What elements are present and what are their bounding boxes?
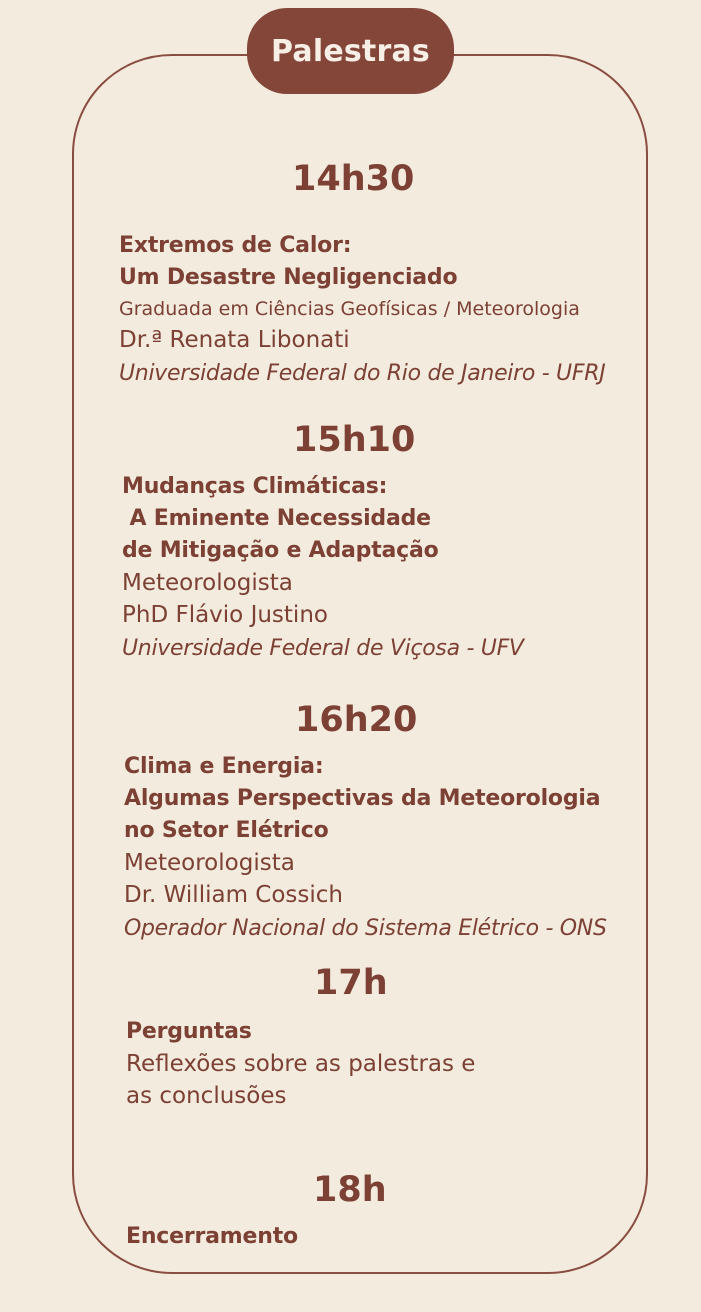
talk-time: 15h10 [293,420,416,460]
talk-item [124,751,607,945]
talk-title-line: A Eminente Necessidade [122,506,431,531]
speaker-name: PhD Flávio Justino [122,602,328,628]
talk-time: 17h [314,963,388,1003]
talk-title-line: Mudanças Climáticas: [122,474,388,499]
talk-title-line: Encerramento [126,1224,298,1249]
speaker-name: Dr.ª Renata Libonati [119,327,350,353]
speaker-institution: Universidade Federal do Rio de Janeiro - UFRJ [119,361,606,386]
talk-title-line: Um Desastre Negligenciado [119,265,458,290]
talk-item [119,230,605,390]
talk-title-line: Clima e Energia: [124,754,324,779]
section-title-badge [247,8,454,94]
talk-description-line: as conclusões [126,1083,287,1109]
talk-item [122,471,524,665]
talk-title-line: Extremos de Calor: [119,233,352,258]
talk-title-line: no Setor Elétrico [124,818,329,843]
talk-item [126,1016,475,1112]
talk-title-line: Algumas Perspectivas da Meteorologia [124,786,601,811]
speaker-role: Meteorologista [124,850,295,876]
talk-description-line: Reflexões sobre as palestras e [126,1051,476,1077]
talk-item [126,1221,298,1253]
talk-time: 14h30 [292,159,415,199]
speaker-institution: Universidade Federal de Viçosa - UFV [122,636,524,661]
speaker-institution: Operador Nacional do Sistema Elétrico - ONS [124,916,607,941]
speaker-name: Dr. William Cossich [124,882,343,908]
speaker-role: Graduada em Ciências Geofísicas / Meteorologia [119,298,580,320]
talk-title-line: de Mitigação e Adaptação [122,538,439,563]
section-title: Palestras [271,33,430,69]
talk-time: 18h [313,1170,387,1210]
talk-title-line: Perguntas [126,1019,252,1044]
talk-time: 16h20 [295,700,418,740]
speaker-role: Meteorologista [122,570,293,596]
